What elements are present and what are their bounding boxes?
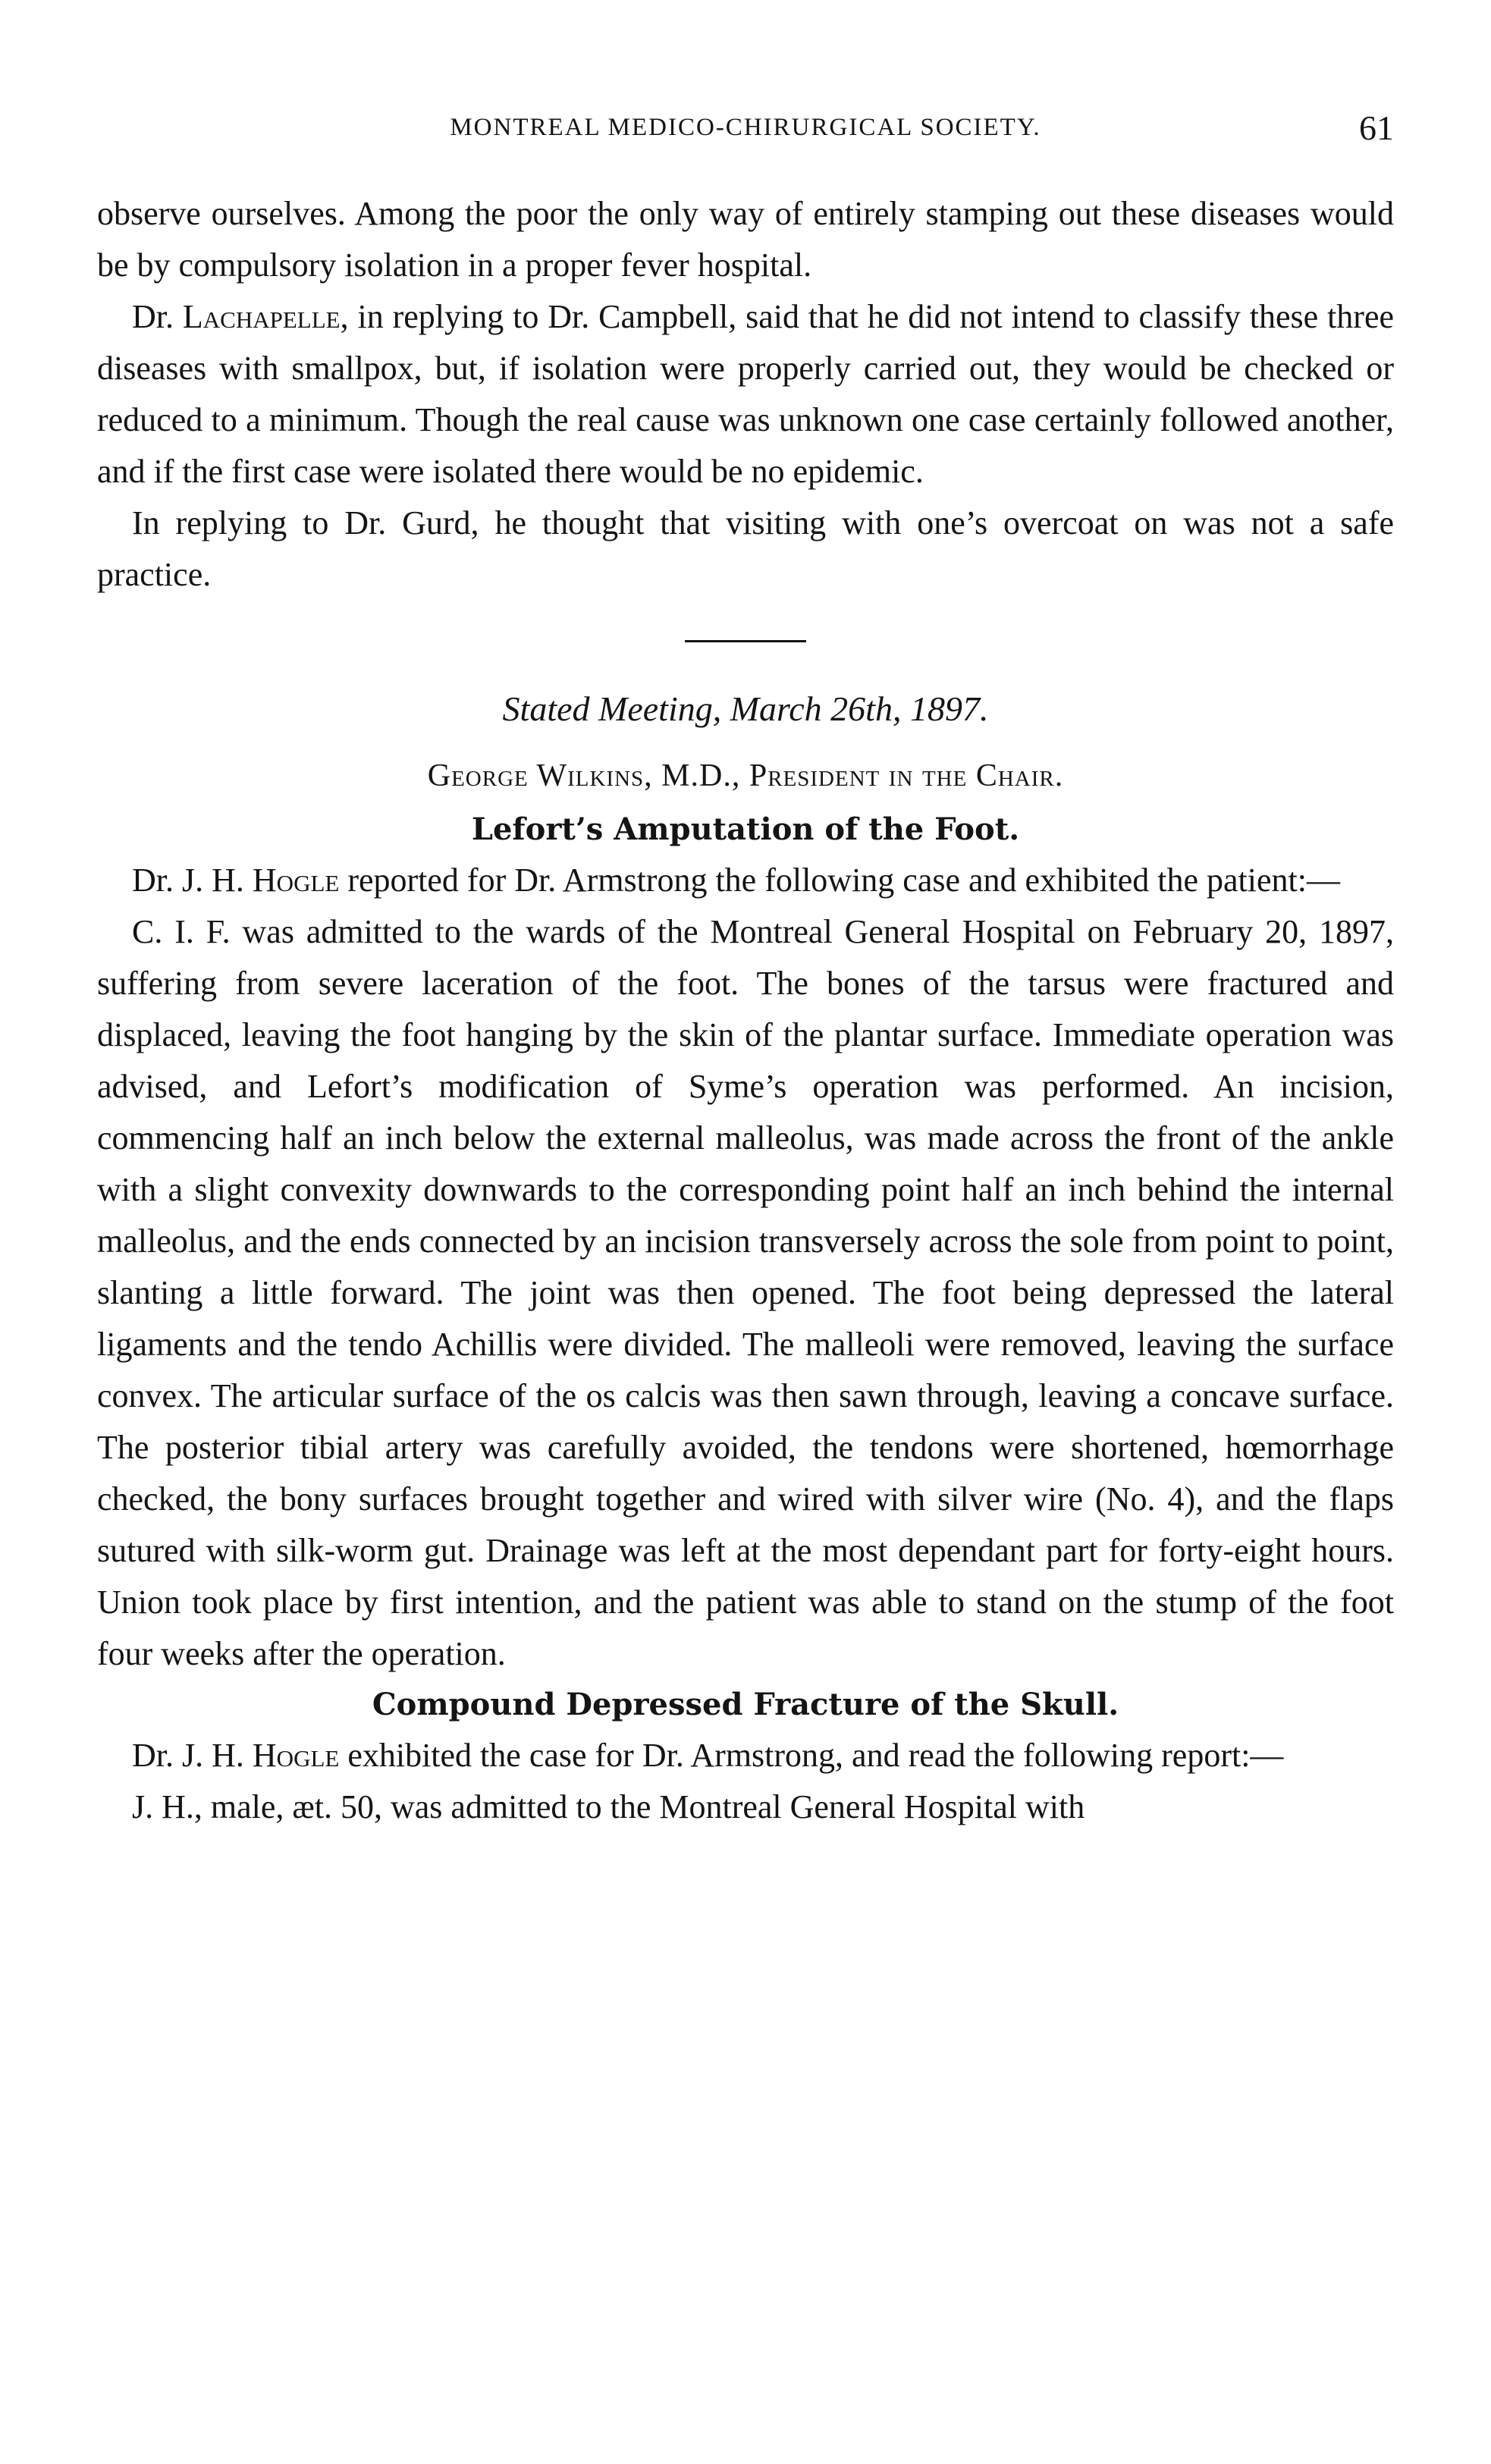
speaker-name: Hogle bbox=[252, 862, 340, 899]
section-heading-skull-fracture: Compound Depressed Fracture of the Skull. bbox=[372, 1687, 1119, 1722]
paragraph-continued: observe ourselves. Among the poor the only way of entirely stamping out these diseases would be by compulsory isolation in a proper fever hospital. bbox=[97, 195, 1394, 284]
page-number: 61 bbox=[1359, 108, 1394, 147]
paragraph-text: , in replying to Dr. Campbell, said that he did not intend to classify these three diseases with smallpox, but, if isolation were properly carried out, they would be checked or reduced to a minimum. Though the real cause was unknown one case certainly followed another, and if the first case were isolated there would be no epidemic. bbox=[97, 298, 1395, 490]
paragraph-text: exhibited the case for Dr. Armstrong, and read the following report:— bbox=[339, 1737, 1284, 1774]
speaker-title: Dr. J. H. bbox=[132, 1737, 253, 1774]
meeting-chair: George Wilkins, M.D., President in the Chair. bbox=[427, 758, 1064, 793]
speaker-title: Dr. bbox=[132, 298, 183, 335]
paragraph-case-jh: J. H., male, æt. 50, was admitted to the Montreal General Hospital with bbox=[132, 1788, 1085, 1825]
paragraph-hogle-exhibit bbox=[97, 1730, 1394, 1781]
paragraph-lachapelle bbox=[97, 291, 1394, 498]
meeting-date: Stated Meeting, March 26th, 1897. bbox=[502, 689, 989, 728]
speaker-name: Hogle bbox=[252, 1737, 340, 1774]
speaker-title: Dr. J. H. bbox=[132, 862, 253, 899]
section-divider bbox=[685, 640, 806, 642]
paragraph-case-cif: C. I. F. was admitted to the wards of the Montreal General Hospital on February 20, 1897, suffering from severe laceration of the foot. The bones of the tarsus were fractured and displaced, leaving the foot hanging by the skin of the plantar surface. Immediate operation was advised, and Lefort’s modification of Syme’s operation was performed. An incision, commencing half an inch below the external malleolus, was made across the front of the ankle with a slight convexity downwards to the corresponding point half an inch behind the internal malleolus, and the ends connected by an incision transversely across the sole from point to point, slanting a little forward. The joint was then opened. The foot being depressed the lateral ligaments and the tendo Achillis were divided. The malleoli were removed, leaving the surface convex. The articular surface of the os calcis was then sawn through, leaving a concave surface. The posterior tibial artery was carefully avoided, the tendons were shortened, hœmorrhage checked, the bony surfaces brought together and wired with silver wire (No. 4), and the flaps sutured with silk-worm gut. Drainage was left at the most dependant part for forty-eight hours. Union took place by first intention, and the patient was able to stand on the stump of the foot four weeks after the operation. bbox=[97, 913, 1394, 1672]
running-title: MONTREAL MEDICO-CHIRURGICAL SOCIETY. bbox=[450, 114, 1041, 141]
journal-page bbox=[97, 108, 1395, 1833]
paragraph-hogle-report bbox=[97, 855, 1394, 906]
running-head bbox=[97, 108, 1394, 159]
paragraph-reply-gurd: In replying to Dr. Gurd, he thought that visiting with one’s overcoat on was not a safe practice. bbox=[97, 504, 1394, 593]
speaker-name: Lachapelle bbox=[182, 298, 341, 335]
paragraph-text: reported for Dr. Armstrong the following case and exhibited the patient:— bbox=[339, 862, 1340, 899]
section-heading-lefort: Lefort’s Amputation of the Foot. bbox=[471, 811, 1020, 847]
